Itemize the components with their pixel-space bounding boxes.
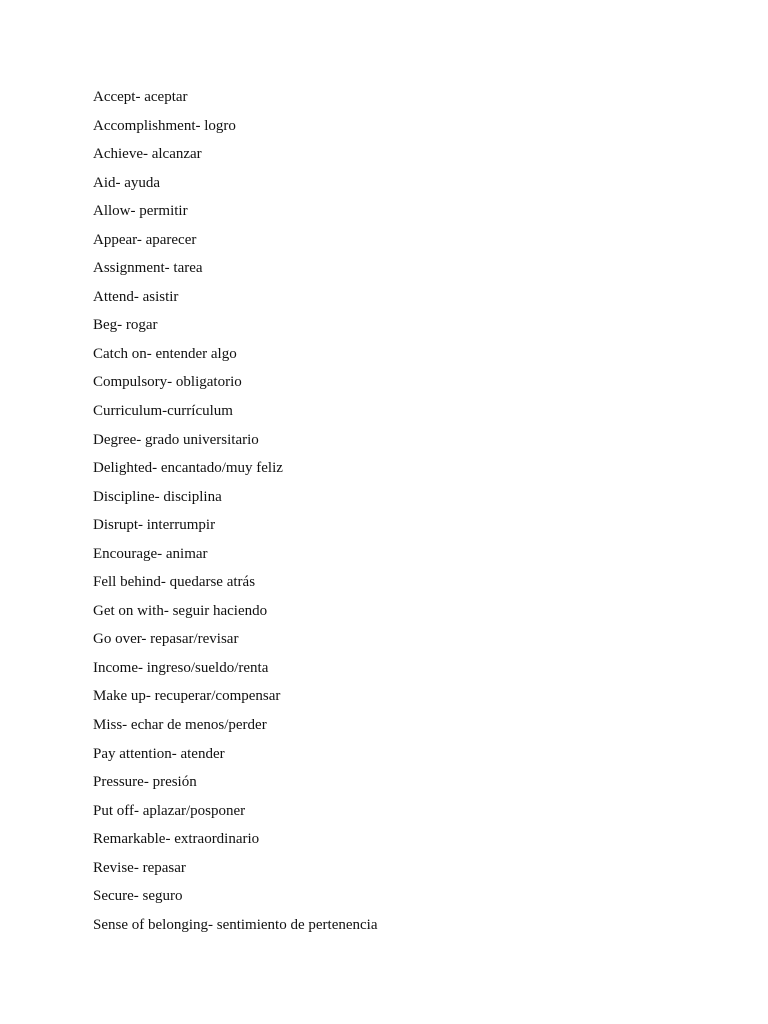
- vocab-entry: Miss- echar de menos/perder: [93, 717, 267, 734]
- vocab-entry: Delighted- encantado/muy feliz: [93, 460, 283, 477]
- vocab-entry: Accept- aceptar: [93, 89, 188, 105]
- vocab-entry: Curriculum-currículum: [93, 403, 233, 420]
- vocab-entry: Appear- aparecer: [93, 231, 197, 248]
- vocab-entry: Catch on- entender algo: [93, 345, 237, 362]
- vocab-entry: Sense of belonging- sentimiento de pertenencia: [93, 916, 378, 933]
- vocab-entry: Encourage- animar: [93, 545, 208, 562]
- vocab-entry: Compulsory- obligatorio: [93, 374, 242, 391]
- vocab-entry: Pay attention- atender: [93, 745, 225, 762]
- vocab-entry: Discipline- disciplina: [93, 488, 222, 505]
- vocab-entry: Disrupt- interrumpir: [93, 517, 216, 534]
- vocab-entry: Attend- asistir: [93, 288, 179, 305]
- vocab-entry: Allow- permitir: [93, 203, 188, 220]
- vocab-entry: Go over- repasar/revisar: [93, 631, 239, 648]
- vocab-entry: Make up- recuperar/compensar: [93, 688, 281, 705]
- vocab-entry: Achieve- alcanzar: [93, 146, 202, 163]
- vocab-entry: Get on with- seguir haciendo: [93, 602, 268, 619]
- vocab-entry: Assignment- tarea: [93, 260, 203, 277]
- vocab-entry: Fell behind- quedarse atrás: [93, 574, 256, 591]
- vocab-entry: Accomplishment- logro: [93, 117, 236, 134]
- vocab-entry: Pressure- presión: [93, 774, 197, 791]
- vocab-entry: Secure- seguro: [93, 888, 183, 905]
- vocabulary-list: [93, 86, 378, 942]
- vocab-entry: Remarkable- extraordinario: [93, 831, 260, 848]
- vocab-entry: Degree- grado universitario: [93, 431, 259, 448]
- vocab-entry: Beg- rogar: [93, 317, 158, 334]
- vocab-entry: Income- ingreso/sueldo/renta: [93, 659, 269, 676]
- vocab-entry: Aid- ayuda: [93, 174, 161, 191]
- vocab-entry: Put off- aplazar/posponer: [93, 802, 246, 819]
- vocab-entry: Revise- repasar: [93, 859, 186, 876]
